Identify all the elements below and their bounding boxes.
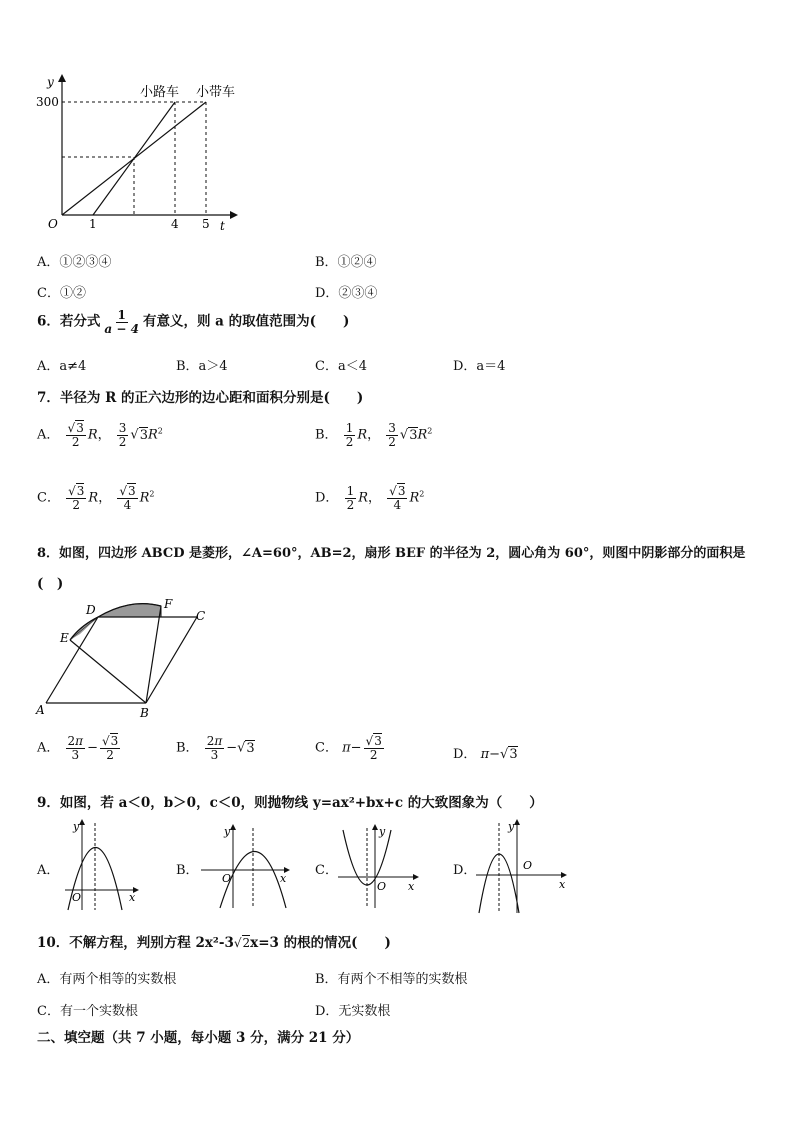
svg-text:x: x — [559, 878, 566, 891]
q7-option-c[interactable]: C． $\frac{√3}{2}$ R， $\frac{√3}{4}$ $R^2$ — [37, 484, 155, 512]
svg-text:x: x — [280, 872, 287, 885]
q9-option-a-graph[interactable] — [60, 815, 140, 915]
q9-option-a-label[interactable]: A． — [37, 863, 60, 878]
q8-option-a[interactable]: A． $\frac{2\pi}{3}$ − $\frac{√3}{2}$ — [37, 734, 119, 762]
q10-option-b[interactable]: B．有两个不相等的实数根 — [315, 972, 468, 987]
rhombus-sector-figure — [30, 596, 220, 721]
svg-text:y: y — [73, 820, 80, 833]
svg-text:F: F — [164, 597, 173, 611]
svg-text:E: E — [60, 631, 69, 645]
q6-option-d[interactable]: D．a＝4 — [453, 359, 506, 374]
svg-text:O: O — [72, 891, 82, 904]
q10-stem: 10．不解方程，判别方程 2x²-3√2x=3 的根的情况( ) — [37, 935, 391, 951]
q9-option-d-label[interactable]: D． — [453, 863, 477, 878]
y-tick-300: 300 — [36, 95, 59, 109]
line-label-small-road: 小路车 — [140, 85, 180, 100]
q9-option-d-graph[interactable] — [473, 815, 573, 915]
q7-option-b[interactable]: B． $\frac{1}{2}$ R， $\frac{3}{2}$ $√3R^2$ — [315, 421, 433, 449]
q10-option-c[interactable]: C．有一个实数根 — [37, 1004, 138, 1019]
q5-option-b[interactable]: B．①②④ — [315, 255, 377, 270]
q7-option-d[interactable]: D． $\frac{1}{2}$ R， $\frac{√3}{4}$ $R^2$ — [315, 484, 425, 512]
svg-text:O: O — [222, 872, 232, 885]
x-axis-label: t — [220, 219, 225, 233]
svg-text:O: O — [377, 880, 387, 893]
svg-text:A: A — [36, 703, 45, 717]
x-tick-4: 4 — [171, 217, 179, 231]
q8-option-b[interactable]: B． $\frac{2\pi}{3}$ −√3 — [176, 734, 255, 762]
q8-option-c[interactable]: C． π− $\frac{√3}{2}$ — [315, 734, 382, 762]
q6-stem — [37, 309, 349, 335]
x-tick-1: 1 — [89, 217, 97, 231]
q6-stem-suffix: 有意义，则 a 的取值范围为( ) — [142, 313, 350, 330]
q6-option-a[interactable]: A．a≠4 — [37, 359, 87, 374]
q8-stem-line2: ( ) — [37, 576, 64, 592]
q8-option-d[interactable]: D． π−√3 — [453, 747, 518, 762]
q9-option-b-graph[interactable] — [198, 820, 293, 910]
svg-text:y: y — [379, 825, 386, 838]
svg-text:x: x — [129, 891, 136, 904]
q7-stem: 7．半径为 R 的正六边形的边心距和面积分别是( ) — [37, 390, 364, 406]
svg-text:B: B — [140, 706, 149, 720]
q6-stem-prefix: 6．若分式 — [37, 313, 101, 330]
origin-label: O — [48, 217, 58, 231]
q7-option-a[interactable]: A． $\frac{√3}{2}$ R， $\frac{3}{2}$ $√3R^2$ — [37, 421, 163, 449]
q6-option-c[interactable]: C．a＜4 — [315, 359, 367, 374]
q9-option-b-label[interactable]: B． — [176, 863, 199, 878]
svg-text:y: y — [224, 825, 231, 838]
svg-text:x: x — [408, 880, 415, 893]
q5-option-c[interactable]: C．①② — [37, 286, 86, 301]
q10-option-d[interactable]: D．无实数根 — [315, 1004, 391, 1019]
q6-option-b[interactable]: B．a＞4 — [176, 359, 228, 374]
svg-text:y: y — [508, 820, 515, 833]
q5-option-d[interactable]: D．②③④ — [315, 286, 378, 301]
svg-text:O: O — [523, 859, 533, 872]
svg-text:D: D — [86, 603, 96, 617]
q6-fraction: $\frac{1}{a - 4}$ — [104, 308, 139, 336]
q9-stem: 9．如图，若 a＜0，b＞0，c＜0，则抛物线 y=ax²+bx+c 的大致图象为（ ） — [37, 795, 543, 811]
x-tick-5: 5 — [202, 217, 210, 231]
y-axis-label: y — [47, 75, 54, 89]
q9-option-c-label[interactable]: C． — [315, 863, 338, 878]
section-heading-fill-in: 二、填空题（共 7 小题，每小题 3 分，满分 21 分） — [37, 1030, 360, 1046]
q9-option-c-graph[interactable] — [335, 820, 425, 910]
q10-option-a[interactable]: A．有两个相等的实数根 — [37, 972, 177, 987]
q5-option-a[interactable]: A．①②③④ — [37, 255, 112, 270]
distance-time-graph — [30, 70, 260, 235]
svg-text:C: C — [196, 609, 206, 623]
q8-stem-line1: 8．如图，四边形 ABCD 是菱形，∠A=60°，AB=2，扇形 BEF 的半径为 2，圆心角为 60°，则图中阴影部分的面积是 — [37, 546, 746, 561]
line-label-small-belt: 小带车 — [196, 85, 236, 100]
